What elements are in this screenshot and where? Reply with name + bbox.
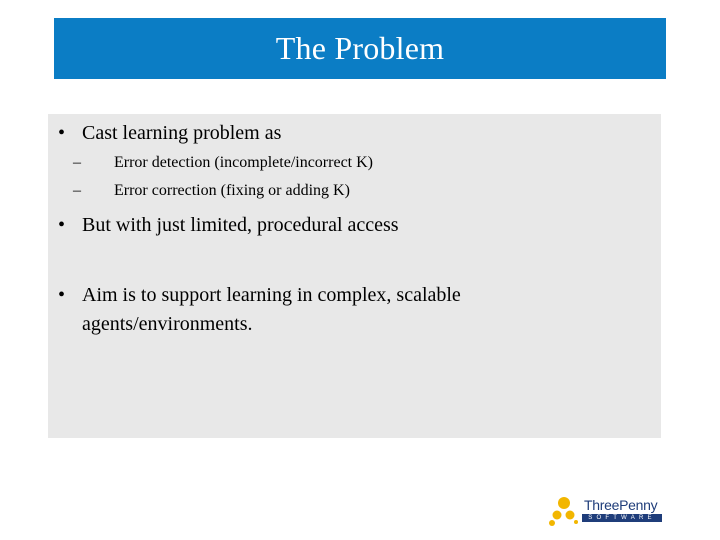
bullet-marker: • — [58, 122, 66, 144]
sub-bullet-marker: – — [73, 182, 81, 199]
bullet-text: Aim is to support learning in complex, scalable agents/environments. — [82, 284, 461, 335]
sub-bullet-marker: – — [73, 154, 81, 171]
sub-bullet-text: Error correction (fixing or adding K) — [114, 182, 350, 199]
sub-bullet-text: Error detection (incomplete/incorrect K) — [114, 154, 373, 171]
bullet-text: But with just limited, procedural access — [82, 214, 399, 236]
logo-wordmark: ThreePenny — [584, 497, 658, 513]
bullet-marker: • — [58, 214, 66, 236]
content-panel — [48, 114, 661, 438]
title-bar — [54, 18, 666, 79]
logo-dots-icon — [548, 496, 582, 526]
logo-subtitle: SOFTWARE — [582, 514, 662, 522]
threepenny-logo — [548, 496, 668, 526]
bullet-marker: • — [58, 284, 66, 306]
slide-title: The Problem — [275, 30, 445, 66]
bullet-text: Cast learning problem as — [82, 122, 282, 144]
